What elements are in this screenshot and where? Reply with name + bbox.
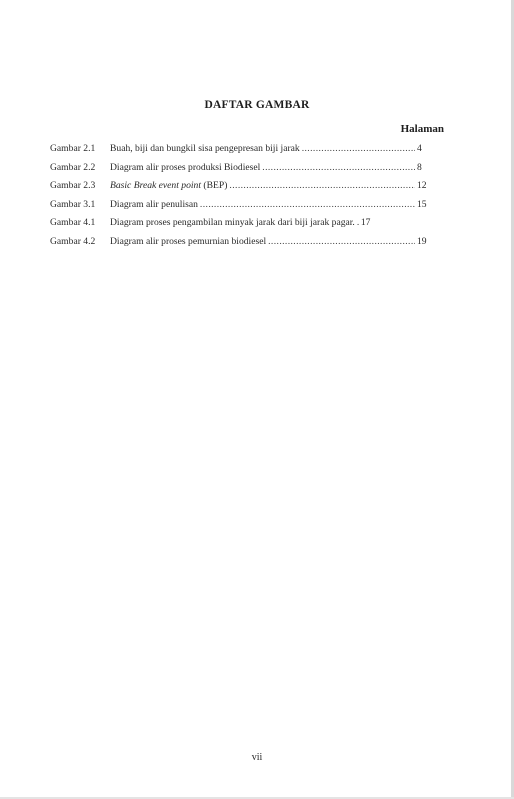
page-number: vii [251, 752, 263, 763]
figure-caption: Diagram proses pengambilan minyak jarak dari biji jarak pagar. [110, 217, 355, 229]
figure-page-number: 15 [417, 198, 427, 210]
figure-list-item [50, 236, 429, 255]
figure-caption: Buah, biji dan bungkil sisa pengepresan biji jarak [110, 143, 300, 154]
dot-leader [268, 236, 415, 247]
figure-page-number: 17 [360, 217, 371, 229]
figure-list-item [50, 162, 429, 181]
figure-label: Gambar 2.1 [50, 143, 96, 154]
figure-label: Gambar 4.2 [50, 235, 96, 247]
figure-page-number: 4 [417, 143, 422, 154]
dot-leader [229, 180, 415, 191]
dot-leader [200, 199, 415, 210]
figure-list-item [50, 180, 429, 199]
figure-caption [110, 180, 227, 191]
dot-leader [302, 143, 415, 154]
page-column-header: Halaman [400, 123, 444, 135]
figure-label: Gambar 3.1 [50, 198, 96, 210]
page-title: DAFTAR GAMBAR [204, 99, 310, 111]
dot-leader [262, 162, 415, 173]
figure-page-number: 8 [417, 161, 422, 173]
figure-list [50, 143, 429, 255]
figure-label: Gambar 4.1 [50, 217, 96, 229]
figure-caption: Diagram alir proses pemurnian biodiesel [110, 235, 267, 247]
figure-caption: Diagram alir proses produksi Biodiesel [110, 161, 261, 173]
figure-page-number: 12 [417, 180, 427, 192]
figure-list-item [50, 217, 429, 236]
figure-caption: Diagram alir penulisan [110, 198, 198, 210]
figure-caption-suffix: (BEP) [201, 180, 228, 192]
figure-label: Gambar 2.2 [50, 161, 96, 173]
figure-caption-italic: Basic Break event point [110, 180, 202, 192]
figure-list-item [50, 143, 429, 162]
figure-page-number: 19 [417, 235, 427, 247]
figure-list-item [50, 199, 429, 218]
dot-leader [357, 217, 359, 228]
figure-label: Gambar 2.3 [50, 180, 96, 192]
